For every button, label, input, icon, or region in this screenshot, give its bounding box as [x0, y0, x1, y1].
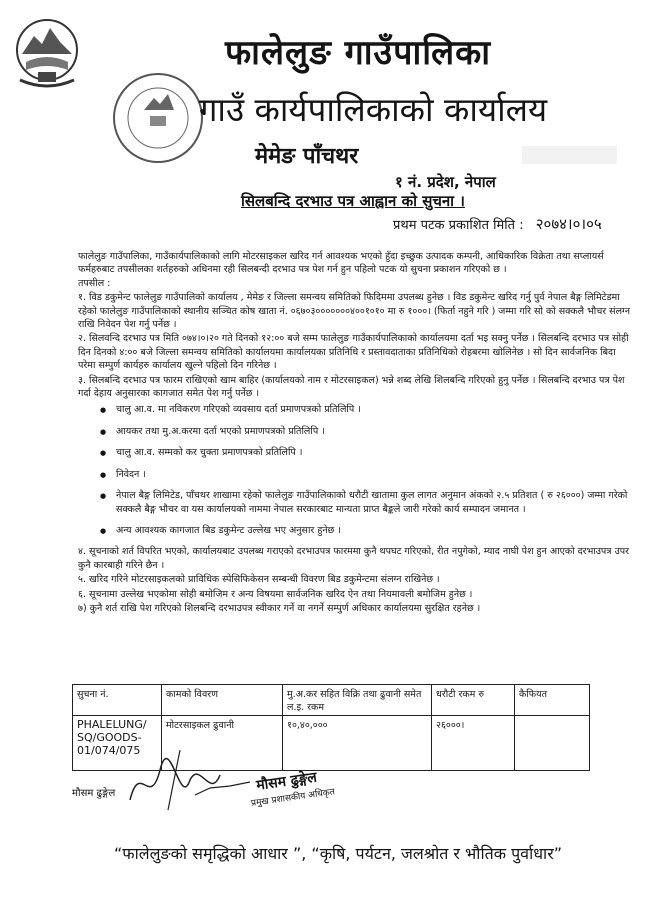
signatory-name: मौसम ढुङ्गेल	[72, 788, 116, 799]
col-notice-no: सुचना नं.	[73, 685, 162, 716]
required-documents-list	[78, 403, 634, 537]
redacted-area	[522, 146, 617, 164]
publish-date	[393, 214, 602, 234]
list-item: ● आयकर तथा मु.अ.करमा दर्ता भएको प्रमाणपत्रको प्रतिलिपि ।	[116, 425, 634, 438]
col-description: कामको विवरण	[162, 685, 283, 716]
tapsil-label: तपसील :	[78, 277, 111, 289]
official-stamp-name: मौसम ढुङ्गेल	[255, 769, 318, 794]
handwritten-signature	[120, 740, 260, 820]
condition-1: १. विड डकुमेन्ट फालेलुङ गाउँपालिको कार्यालय , मेमेङ र जिल्ला समन्वय समितिको फिदिममा उपलब्ध हुनेछ । विड डकुमेन्ट खरिद गर्नु पुर्व नेपाल बैङ्ग लिमिटेडमा रहेको फालेलुङ गाउँपालिकाको स्थानीय सञ्चित कोष खाता नं. ०६७०३०००००००४००१०१० मा रु १०००। (फिर्ता नहुने गरि ) जम्मा गरि सो को सक्कलै भौचर संलग्न राखि निवेदन पेश गर्नु पर्नेछ ।	[78, 292, 630, 331]
location-title: मेमेङ पाँचथर	[255, 144, 359, 169]
condition-5: ५. खरिद गरिने मोटरसाइकलको प्राविधिक स्पेसिफिकेसन सम्बन्धी विवरण बिड डकुमेन्टमा संलग्न राखिनेछ ।	[78, 574, 440, 586]
condition-7: ७) कुनै शर्त राखि पेश गरिएको शिलबन्दि दरभाउपत्र स्वीकार गर्ने वा नगर्ने सम्पुर्ण अधिकार कार्यालयमा सुरक्षित रहनेछ ।	[78, 602, 481, 614]
official-stamp-role: प्रमुख प्रशासकीय अधिकृत	[250, 787, 336, 809]
list-item: ● चालु आ.व. सम्मको कर चुक्ता प्रमाणपत्रको प्रतिलिपि ।	[116, 446, 634, 459]
list-item: ● निवेदन ।	[116, 468, 634, 481]
col-remarks: कैफियत	[515, 685, 590, 716]
list-item: ● अन्य आवश्यक कागजात बिड डकुमेन्ट उल्लेख भए अनुसार हुनेछ ।	[116, 524, 634, 537]
condition-4: ४. सूचनाको शर्त विपरित भएको, कार्यालयबाट उपलब्ध गराएको दरभाउपत्र फारममा कुनै थपघट गरिएको, रीत नपुगेको, म्याद नाघी पेश हुन आएको दरभाउपत्र उपर कुनै कारबाही गरिने छैन ।	[78, 546, 630, 571]
table-header-row	[73, 685, 590, 716]
list-item: ● चालु आ.व. मा नविकरण गरिएको व्यवसाय दर्ता प्रमाणपत्रको प्रतिलिपि ।	[116, 403, 634, 416]
cell-amount: १०,४०,०००	[283, 716, 432, 771]
cell-notice-no: PHALELUNG/ SQ/GOODS- 01/074/075	[73, 716, 162, 771]
municipality-title: फालेलुङ गाउँपालिका	[224, 33, 492, 73]
condition-2: २. सिलवन्दि दरभाउ पत्र मिति ०७४।०।२० गते दिनको १२:०० बजे सम्म फालेलुङ गाउँकार्यपालिकाको कार्यालयमा दर्ता भइ सक्नु पर्नेछ । सिलबन्दि दरभाउ पत्र सोही दिन दिनको ४:०० बजे जिल्ला समन्वय समितिको कार्यालयमा कार्यालयका प्रतिनिधि र प्रस्तावदाताका प्रतिनिधिको रोहबरमा खोलिनेछ । सो दिन सार्वजनिक बिदा परेमा सम्पुर्ण कार्यहरु कार्यालय खुल्ने पहिलो दिन गरिनेछ ।	[78, 333, 629, 372]
notice-heading: सिलबन्दि दरभाउ पत्र आह्वान को सुचना ।	[241, 192, 465, 210]
col-deposit: धरौटी रकम रु	[432, 685, 515, 716]
condition-3: ३. सिलबन्दि दरभाउ पत्र फारम राखिएको खाम बाहिर (कार्यालयको नाम र मोटरसाइकल) भन्ने शब्द लेखि शिलबन्दि गरिएको हुनु पर्नेछ । सिलबन्दि दरभाउ पत्र पेश गर्दा देहाय अनुसारका कागजात समेत पेश गर्नु पर्नेछ ।	[78, 374, 625, 400]
notice-body	[78, 250, 634, 616]
list-item: ● नेपाल बैङ्ग लिमिटेड, पाँचथर शाखामा रहेको फालेलुङ गाउँपालिकाको धरौटी खातामा कुल लागत अनुमान अंकको २.५ प्रतिशत ( रु २६०००) जम्मा गरेको सक्कलै बैङ्ग भौचर वा यस कार्यालयको नाममा नेपाल सरकारबाट मान्यता प्राप्त बैङ्कले जारी गरेको कार्य सम्पादन जमानत ।	[116, 489, 634, 516]
province-title: १ नं. प्रदेश, नेपाल	[395, 173, 496, 191]
publish-date-label: प्रथम पटक प्रकाशित मिति :	[393, 218, 524, 233]
intro-paragraph: फालेलुङ गाउँपालिका, गाउँकार्यपालिकाको लागि मोटरसाइकल खरिद गर्न आवश्यक भएको हुँदा इच्छुक उत्पादक कम्पनी, आधिकारिक विक्रेता तथा सप्लायर्स फर्महरुबाट तपसीलका शर्तहरुको अधिनमा रही सिलबन्दी दरभाउ पत्र पेश गर्न हुन पहिलो पटक यो सुचना प्रकाशन गरिएको छ ।	[78, 251, 604, 276]
office-title: गाउँ कार्यपालिकाको कार्यालय	[198, 90, 548, 129]
col-amount: मु.अ.कर सहित विक्रि तथा ढुवानी समेत ल.इ. रकम	[283, 685, 432, 716]
cell-remarks	[515, 716, 590, 771]
cell-description: मोटरसाइकल ढुवानी	[162, 716, 283, 771]
cell-deposit: २६०००।	[432, 716, 515, 771]
condition-6: ६. सूचनामा उल्लेख भएकोमा सोही बमोजिम र अन्य विषयमा सार्वजनिक खरिद ऐन तथा नियमावली बमोजिम हुनेछ ।	[78, 588, 473, 600]
footer-slogan: “फालेलुङको समृद्धिको आधार ”, “कृषि, पर्यटन, जलश्रोत र भौतिक पुर्वाधार”	[113, 844, 563, 863]
publish-date-value: २०७४।०।०५	[535, 215, 602, 233]
